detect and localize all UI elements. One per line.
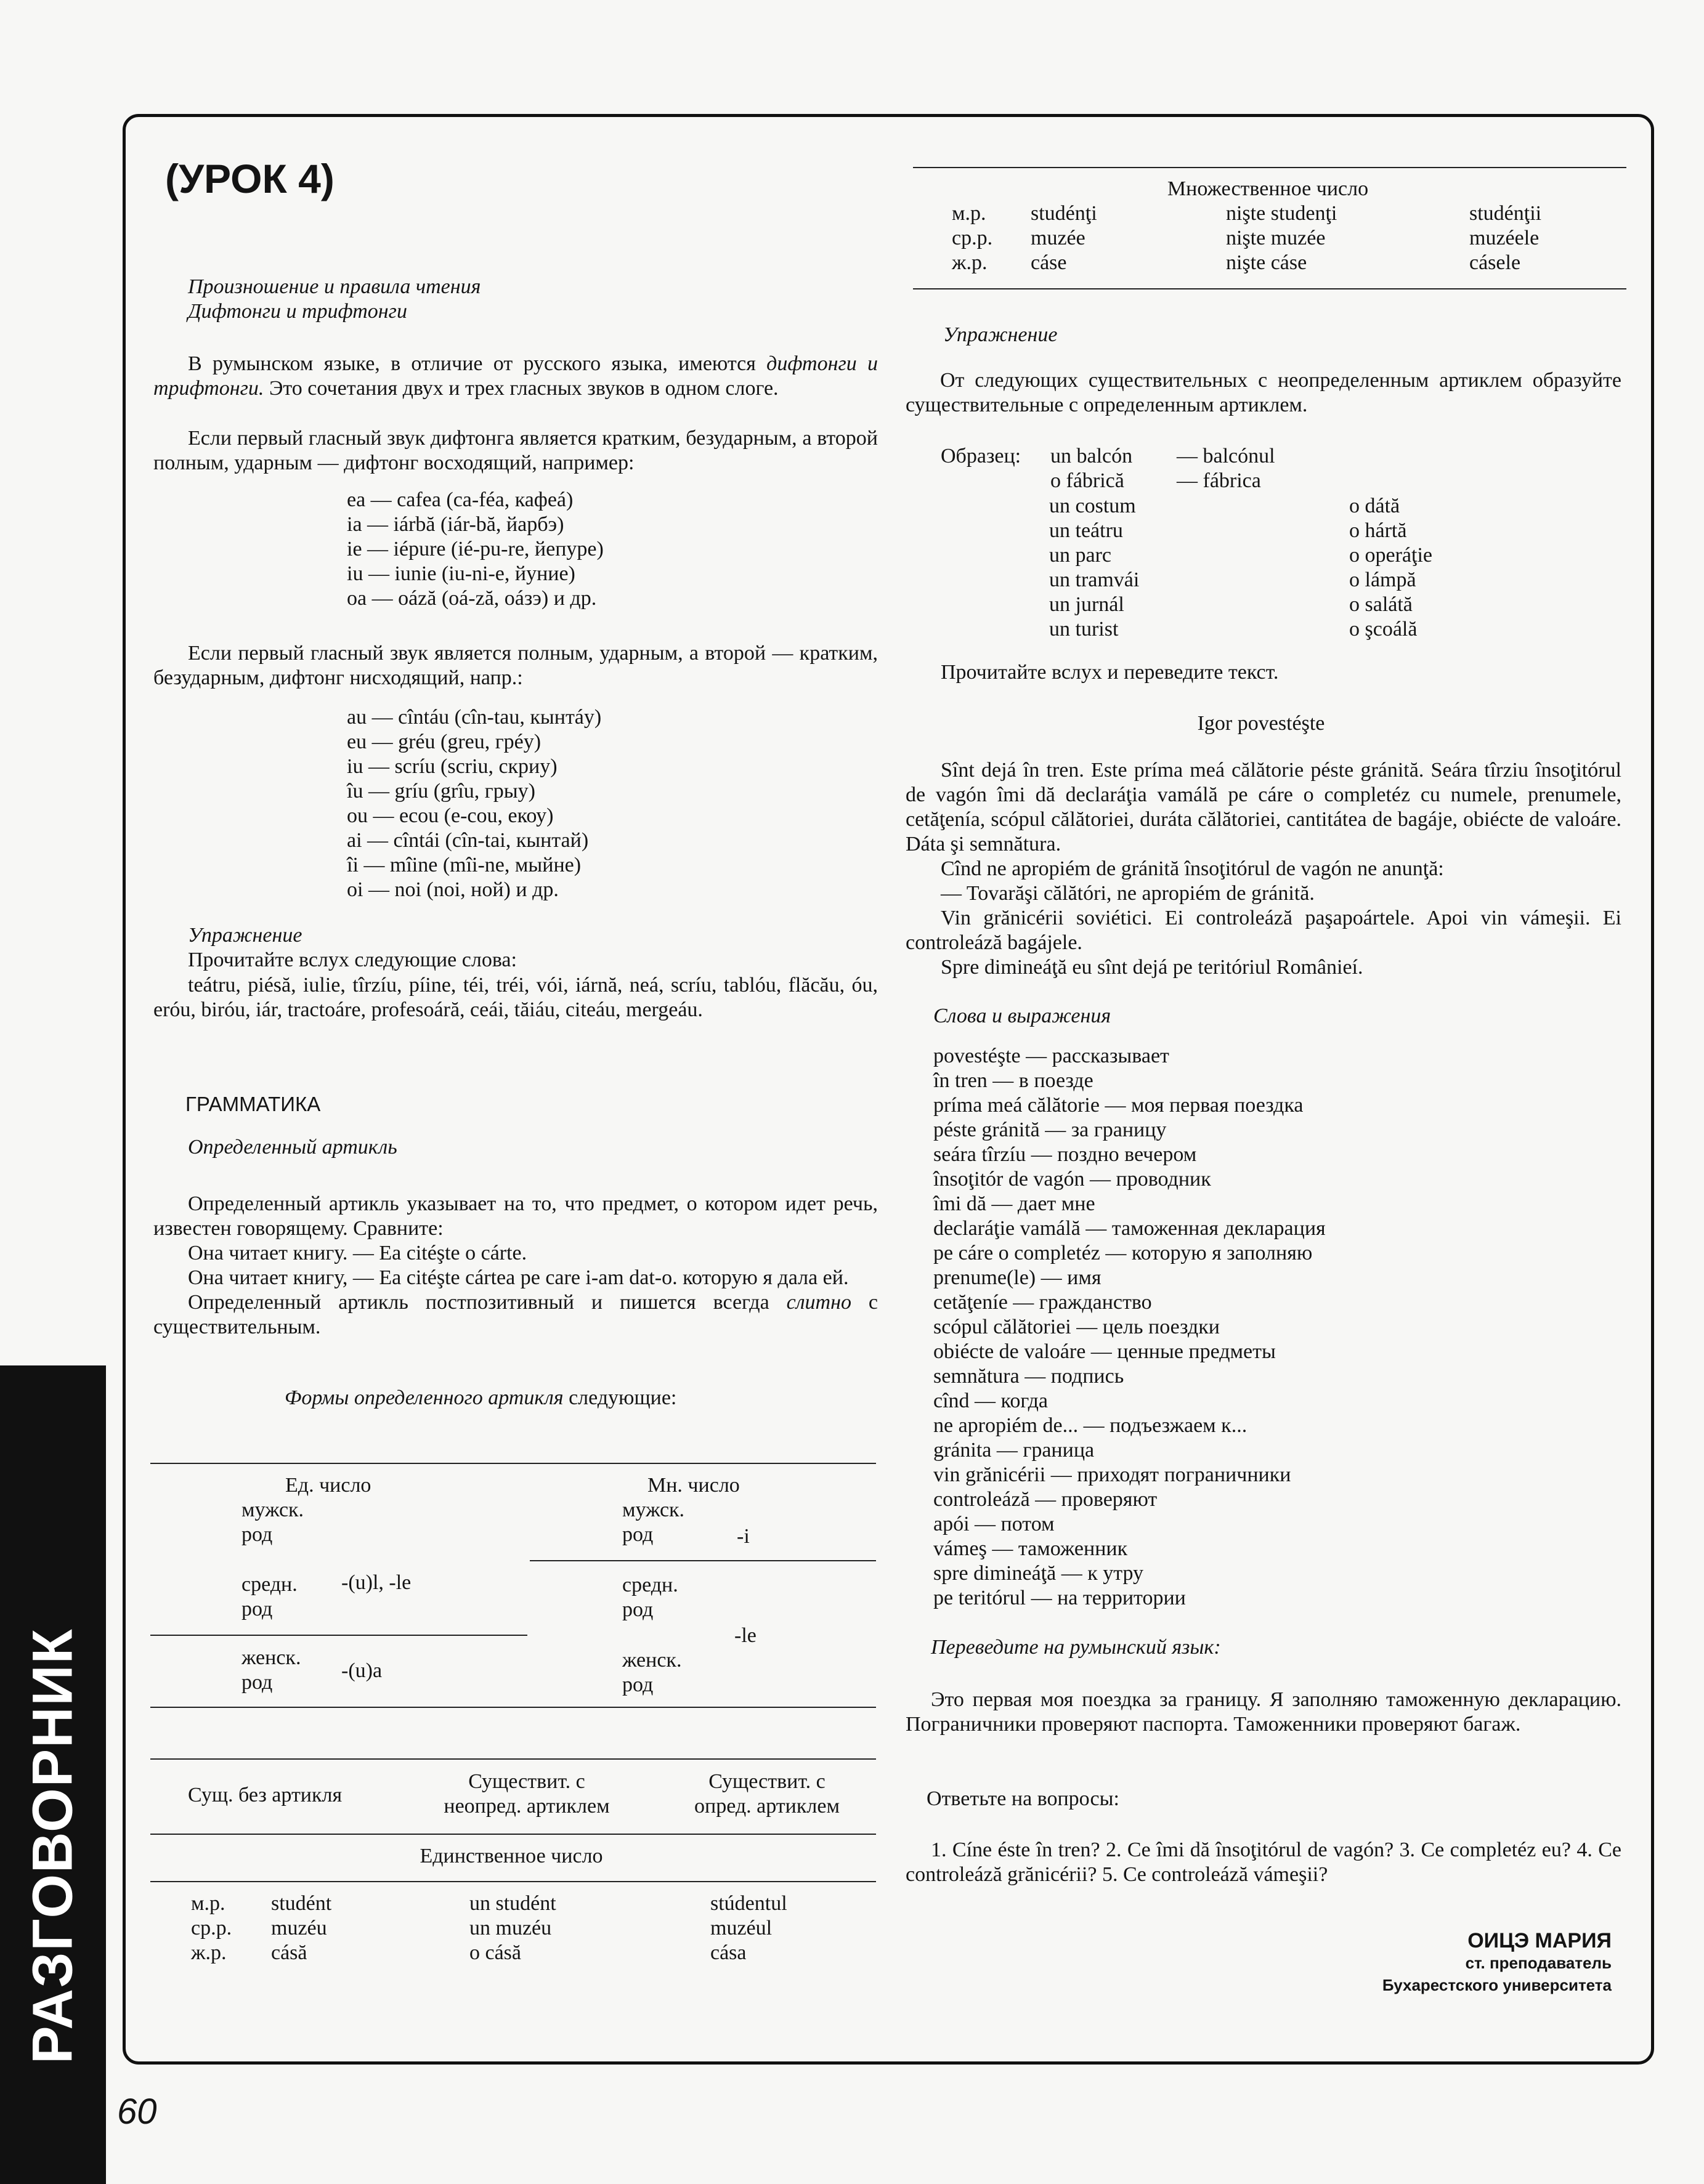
table-cell: м.р. <box>952 202 986 225</box>
sg-fem-ending: -(u)a <box>341 1659 383 1682</box>
table-cell: ж.р. <box>952 251 988 274</box>
gender: мужск. <box>622 1498 685 1521</box>
text: Определенный артикль указывает на то, что предмет, о котором идет речь, известен говорящему. Сравните: <box>153 1192 878 1240</box>
author-position: ст. преподаватель <box>1465 1954 1612 1972</box>
list-item: gránita — граница <box>933 1439 1095 1462</box>
pl-neut <box>622 1573 678 1622</box>
sg-neut <box>241 1572 298 1622</box>
reading-text <box>906 758 1621 980</box>
rod: род <box>622 1523 654 1546</box>
table-cell: muzéele <box>1469 227 1540 249</box>
divider <box>150 1707 876 1708</box>
table-cell: nişte studenţi <box>1226 202 1337 225</box>
grammar-heading: ГРАММАТИКА <box>185 1093 321 1115</box>
list-item: Spre dimineáţă eu sînt dejá pe teritóriul Românieí. <box>941 956 1363 979</box>
list-item: oi — noi (noi, ной) и др. <box>347 878 559 901</box>
list-item: o hártă <box>1349 519 1407 542</box>
table-cell: un studént <box>469 1892 556 1915</box>
sample-label: Образец: <box>941 445 1021 467</box>
text: Определенный артикль постпозитивный и пишется всегда <box>188 1291 787 1314</box>
list-item: declaráţie vamálă — таможенная декларация <box>933 1217 1326 1240</box>
divider <box>150 1463 876 1464</box>
divider <box>150 1881 876 1882</box>
list-item: îu — gríu (grîu, грыу) <box>347 780 535 803</box>
list-item: ia — iárbă (iár-bă, йарбэ) <box>347 513 564 536</box>
table-cell: — balcónul <box>1177 445 1275 467</box>
table-cell: cása <box>710 1941 747 1964</box>
list-item: vámeş — таможенник <box>933 1537 1128 1560</box>
table-cell: ж.р. <box>191 1941 227 1964</box>
section-header: Единственное число <box>420 1845 603 1867</box>
text: следующие: <box>563 1386 677 1409</box>
divider <box>913 167 1626 168</box>
section-label: РАЗГОВОРНИК <box>21 1628 84 2064</box>
read-instruction: Прочитайте вслух и переведите текст. <box>941 661 1279 684</box>
column-header: Сущ. без артикля <box>188 1784 343 1806</box>
sg-masc <box>241 1498 304 1547</box>
lesson-title: (УРОК 4) <box>165 156 335 201</box>
falling-diphthong-list <box>347 705 601 902</box>
list-item: obiécte de valoáre — ценные предметы <box>933 1340 1276 1363</box>
list-item: iu — scríu (scriu, скриу) <box>347 755 558 778</box>
divider <box>150 1834 876 1835</box>
gender: мужск. <box>241 1498 304 1521</box>
text-title: Igor povestéşte <box>1197 712 1325 735</box>
list-item: o şcoálă <box>1349 618 1418 641</box>
plural-section-header: Множественное число <box>1167 177 1369 200</box>
table-cell: muzéu <box>271 1917 327 1939</box>
divider <box>150 1758 876 1760</box>
rod: род <box>622 1673 654 1696</box>
list-item: au — cîntáu (cîn-tau, кынтáу) <box>347 706 602 729</box>
list-item: vin grănicérii — приходят пограничники <box>933 1463 1291 1486</box>
pl-fem <box>622 1648 681 1697</box>
text: Существит. с <box>468 1770 585 1793</box>
list-item: príma meá călătorie — моя первая поездка <box>933 1094 1304 1117</box>
list-item: prenume(le) — имя <box>933 1266 1102 1289</box>
list-item: ie — iépure (ié-pu-re, йепуре) <box>347 538 604 560</box>
list-item: un tramvái <box>1049 568 1140 591</box>
gender: женск. <box>622 1649 682 1672</box>
pl-masc-ending: -i <box>737 1525 750 1548</box>
rod: род <box>241 1598 273 1620</box>
grammar-paragraph <box>153 1192 878 1340</box>
list-item: apói — потом <box>933 1513 1055 1535</box>
translate-text: Это первая моя поездка за границу. Я заполняю таможенную декларацию. Пограничники проверяют паспорта. Таможенники проверяют багаж. <box>906 1688 1621 1736</box>
table-cell: — fábrica <box>1177 469 1261 492</box>
exercise-label: Упражнение <box>188 924 302 947</box>
gender: женск. <box>241 1646 301 1669</box>
falling-diphthong-paragraph: Если первый гласный звук является полным, ударным, а второй — кратким, безударным, дифтонг нисходящий, напр.: <box>153 642 878 689</box>
plural-header: Мн. число <box>647 1474 740 1497</box>
text: с существительным. <box>153 1291 878 1338</box>
list-item: un turist <box>1049 618 1119 641</box>
term: дифтонги и трифтонги. <box>153 352 878 400</box>
list-item: o lámpă <box>1349 568 1416 591</box>
author-name: ОИЦЭ МАРИЯ <box>1467 1929 1612 1952</box>
rod: род <box>241 1671 273 1694</box>
gender: средн. <box>622 1574 678 1596</box>
example: Она читает книгу, — Ea citéşte cártea pe care i-am dat-o. которую я дала ей. <box>188 1266 849 1289</box>
list-item: pe teritórul — на территории <box>933 1587 1186 1609</box>
sg-neut-ending: -(u)l, -le <box>341 1571 412 1594</box>
rising-diphthong-list <box>347 488 604 611</box>
list-item: cînd — когда <box>933 1389 1048 1412</box>
table-cell: muzée <box>1031 227 1085 249</box>
table-cell: muzéul <box>710 1917 773 1939</box>
list-item: ne apropiém de... — подъезжаем к... <box>933 1414 1248 1437</box>
list-item: un parc <box>1049 544 1112 567</box>
singular-header: Ед. число <box>285 1474 371 1497</box>
text: Существит. с <box>708 1770 826 1793</box>
table-cell: м.р. <box>191 1892 225 1915</box>
list-item: ea — cafea (ca-féa, кафеá) <box>347 488 574 511</box>
list-item: Sînt dejá în tren. Este príma meá călătorie péste gránită. Seára tîrziu însoţitórul de vagón îmi dă declaráţia vamálă pe cáre o completéz cu numele, prenumele, cetăţenía, scópul călătoriei, duráta călătoriei, cantitátea de bagáje, obiécte de valoáre. Dáta şi semnătura. <box>906 759 1621 855</box>
gender: средн. <box>241 1573 298 1596</box>
text: Это сочетания двух и трех гласных звуков в одном слоге. <box>264 377 779 400</box>
page-number: 60 <box>117 2092 157 2132</box>
list-item: oa — oáză (oá-ză, оáзэ) и др. <box>347 587 597 610</box>
text: В румынском языке, в отличие от русского языка, имеются <box>188 352 767 375</box>
author-affiliation: Бухарестского университета <box>1382 1976 1612 1994</box>
list-item: iu — iunie (iu-ni-e, йуние) <box>347 562 575 585</box>
list-item: pe cáre o completéz — которую я заполняю <box>933 1242 1313 1264</box>
list-item: — Tovarăşi călătóri, ne apropiém de gránită. <box>941 882 1315 905</box>
table-cell: o fábrică <box>1050 469 1124 492</box>
list-item: îmi dă — дает мне <box>933 1192 1095 1215</box>
forms-caption <box>285 1386 676 1410</box>
table-cell: un balcón <box>1050 445 1133 467</box>
exercise-words: teátru, piésă, iulie, tîrzíu, píine, téi, tréi, vói, iárnă, neá, scríu, tablóu, flăcău, óu, eróu, biróu, iár, tractoáre, profesoáră, ceái, tăiáu, citeáu, mergeáu. <box>153 974 878 1021</box>
intro-paragraph <box>153 352 878 401</box>
list-item: o operáţie <box>1349 544 1432 567</box>
text: опред. артиклем <box>694 1795 840 1818</box>
pl-masc <box>622 1498 684 1547</box>
list-item: un teátru <box>1049 519 1123 542</box>
exercise-text: От следующих существительных с неопределенным артиклем образуйте существительные с определенным артиклем. <box>906 369 1621 416</box>
questions-text: 1. Cíne éste în tren? 2. Ce îmi dă însoţitórul de vagón? 3. Ce completéz eu? 4. Ce controleáză grănicérii? 5. Ce controleáză vámeşii? <box>906 1838 1621 1886</box>
table-cell: ср.р. <box>952 227 993 249</box>
table-cell: cásele <box>1469 251 1521 274</box>
table-cell: stúdentul <box>710 1892 787 1915</box>
sg-fem <box>241 1646 301 1695</box>
exercise-label: Упражнение <box>943 323 1058 346</box>
list-item: spre dimineáţă — к утру <box>933 1562 1144 1585</box>
rising-diphthong-paragraph: Если первый гласный звук дифтонга является кратким, безударным, а второй полным, ударным — дифтонг восходящий, например: <box>153 427 878 474</box>
list-item: un costum <box>1049 495 1136 517</box>
heading-line: Дифтонги и трифтонги <box>188 300 407 323</box>
rod: род <box>622 1598 654 1621</box>
list-item: péste gránită — за границу <box>933 1118 1167 1141</box>
list-item: eu — gréu (greu, грéу) <box>347 730 542 753</box>
table-cell: o cásă <box>469 1941 522 1964</box>
exercise-instruction: Прочитайте вслух следующие слова: <box>188 948 517 971</box>
table-cell: studénţi <box>1031 202 1097 225</box>
text: Формы определенного артикля <box>285 1386 564 1409</box>
list-item: însoţitór de vagón — проводник <box>933 1168 1211 1191</box>
divider <box>530 1560 876 1561</box>
example: Она читает книгу. — Ea citéşte o cárte. <box>188 1242 527 1264</box>
grammar-subheading: Определенный артикль <box>188 1136 397 1159</box>
table-cell: nişte cáse <box>1226 251 1307 274</box>
list-item: Cînd ne apropiém de gránită însoţitórul de vagón ne anunţă: <box>941 857 1444 880</box>
table-cell: nişte muzée <box>1226 227 1326 249</box>
table-cell: un muzéu <box>469 1917 552 1939</box>
text: неопред. артиклем <box>444 1795 610 1818</box>
list-item: scópul călătoriei — цель поездки <box>933 1316 1220 1338</box>
questions-label: Ответьте на вопросы: <box>927 1787 1119 1810</box>
section-sidebar <box>0 1365 106 2184</box>
table-cell: cásă <box>271 1941 307 1964</box>
list-item: Vin grănicérii soviétici. Ei controleáză paşapoártele. Apoi vin vámeşii. Ei controleáză bagájele. <box>906 907 1621 954</box>
list-item: ai — cîntái (cîn-tai, кынтай) <box>347 829 589 852</box>
list-item: seára tîrzíu — поздно вечером <box>933 1143 1197 1166</box>
table-cell: ср.р. <box>191 1917 232 1939</box>
words-column-2 <box>1349 494 1432 642</box>
column-header <box>425 1769 628 1819</box>
heading-line: Произношение и правила чтения <box>188 275 481 298</box>
table-cell: studénţii <box>1469 202 1542 225</box>
list-item: povestéşte — рассказывает <box>933 1045 1169 1067</box>
list-item: semnătura — подпись <box>933 1365 1124 1388</box>
vocab-list <box>933 1044 1326 1611</box>
pl-neut-fem-ending: -le <box>734 1624 757 1647</box>
list-item: o dátă <box>1349 495 1400 517</box>
divider <box>150 1635 527 1636</box>
words-column-1 <box>1049 494 1139 642</box>
list-item: cetăţeníe — гражданство <box>933 1291 1152 1314</box>
list-item: o salátă <box>1349 593 1413 616</box>
list-item: un jurnál <box>1049 593 1124 616</box>
rod: род <box>241 1523 273 1546</box>
list-item: îi — mîine (mîi-ne, мыйне) <box>347 854 582 876</box>
table-cell: studént <box>271 1892 332 1915</box>
column-header <box>665 1769 869 1819</box>
list-item: în tren — в поезде <box>933 1069 1093 1092</box>
divider <box>913 288 1626 289</box>
pronunciation-heading <box>188 275 481 324</box>
term: слитно <box>786 1291 851 1314</box>
list-item: ou — ecou (e-cou, екоу) <box>347 804 554 827</box>
vocab-label: Слова и выражения <box>933 1005 1111 1027</box>
translate-label: Переведите на румынский язык: <box>931 1636 1221 1659</box>
table-cell: cáse <box>1031 251 1067 274</box>
list-item: controleáză — проверяют <box>933 1488 1158 1511</box>
